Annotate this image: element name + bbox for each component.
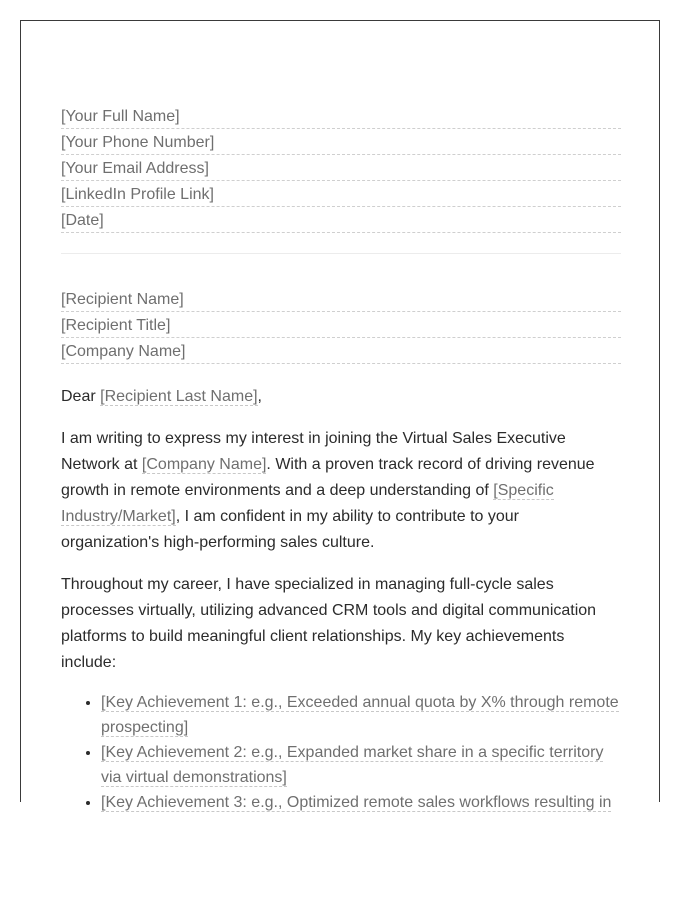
list-item (101, 690, 621, 740)
letter-content (61, 103, 621, 815)
achievement-3-placeholder[interactable]: [Key Achievement 3: e.g., Optimized remote sales workflows resulting in (101, 794, 612, 811)
salutation-prefix: Dear (61, 388, 101, 405)
intro-paragraph (61, 426, 621, 556)
achievements-list (61, 690, 621, 815)
sender-email[interactable]: [Your Email Address] (61, 155, 621, 181)
intro-text-2: . With a proven track record of driving revenue growth in remote environments and a deep understanding of (61, 456, 595, 499)
salutation-suffix: , (257, 388, 262, 405)
industry-placeholder[interactable]: [Specific Industry/Market] (61, 482, 554, 525)
recipient-last-name-placeholder[interactable]: [Recipient Last Name] (100, 388, 258, 405)
sender-block (61, 103, 621, 254)
achievement-1-placeholder[interactable]: [Key Achievement 1: e.g., Exceeded annual quota by X% through remote prospecting] (101, 694, 619, 736)
header-divider (61, 233, 621, 254)
cover-letter-page (20, 20, 660, 811)
recipient-block (61, 286, 621, 364)
salutation (61, 384, 621, 410)
list-item (101, 790, 621, 815)
company-name-placeholder[interactable]: [Company Name] (141, 456, 267, 473)
intro-text-1: I am writing to express my interest in joining the Virtual Sales Executive Network at (61, 430, 566, 473)
intro-text-3: , I am confident in my ability to contribute to your organization's high-performing sales culture. (61, 508, 519, 551)
experience-paragraph: Throughout my career, I have specialized in managing full-cycle sales processes virtually, utilizing advanced CRM tools and digital communication platforms to build meaningful client relationships. My key achievements include: (61, 576, 597, 671)
letter-date[interactable]: [Date] (61, 207, 621, 233)
sender-phone[interactable]: [Your Phone Number] (61, 129, 621, 155)
recipient-title[interactable]: [Recipient Title] (61, 312, 621, 338)
achievement-2-placeholder[interactable]: [Key Achievement 2: e.g., Expanded market share in a specific territory via virtual demonstrations] (101, 744, 604, 786)
recipient-company[interactable]: [Company Name] (61, 338, 621, 364)
recipient-name[interactable]: [Recipient Name] (61, 286, 621, 312)
list-item (101, 740, 621, 790)
sender-linkedin[interactable]: [LinkedIn Profile Link] (61, 181, 621, 207)
sender-full-name[interactable]: [Your Full Name] (61, 103, 621, 129)
